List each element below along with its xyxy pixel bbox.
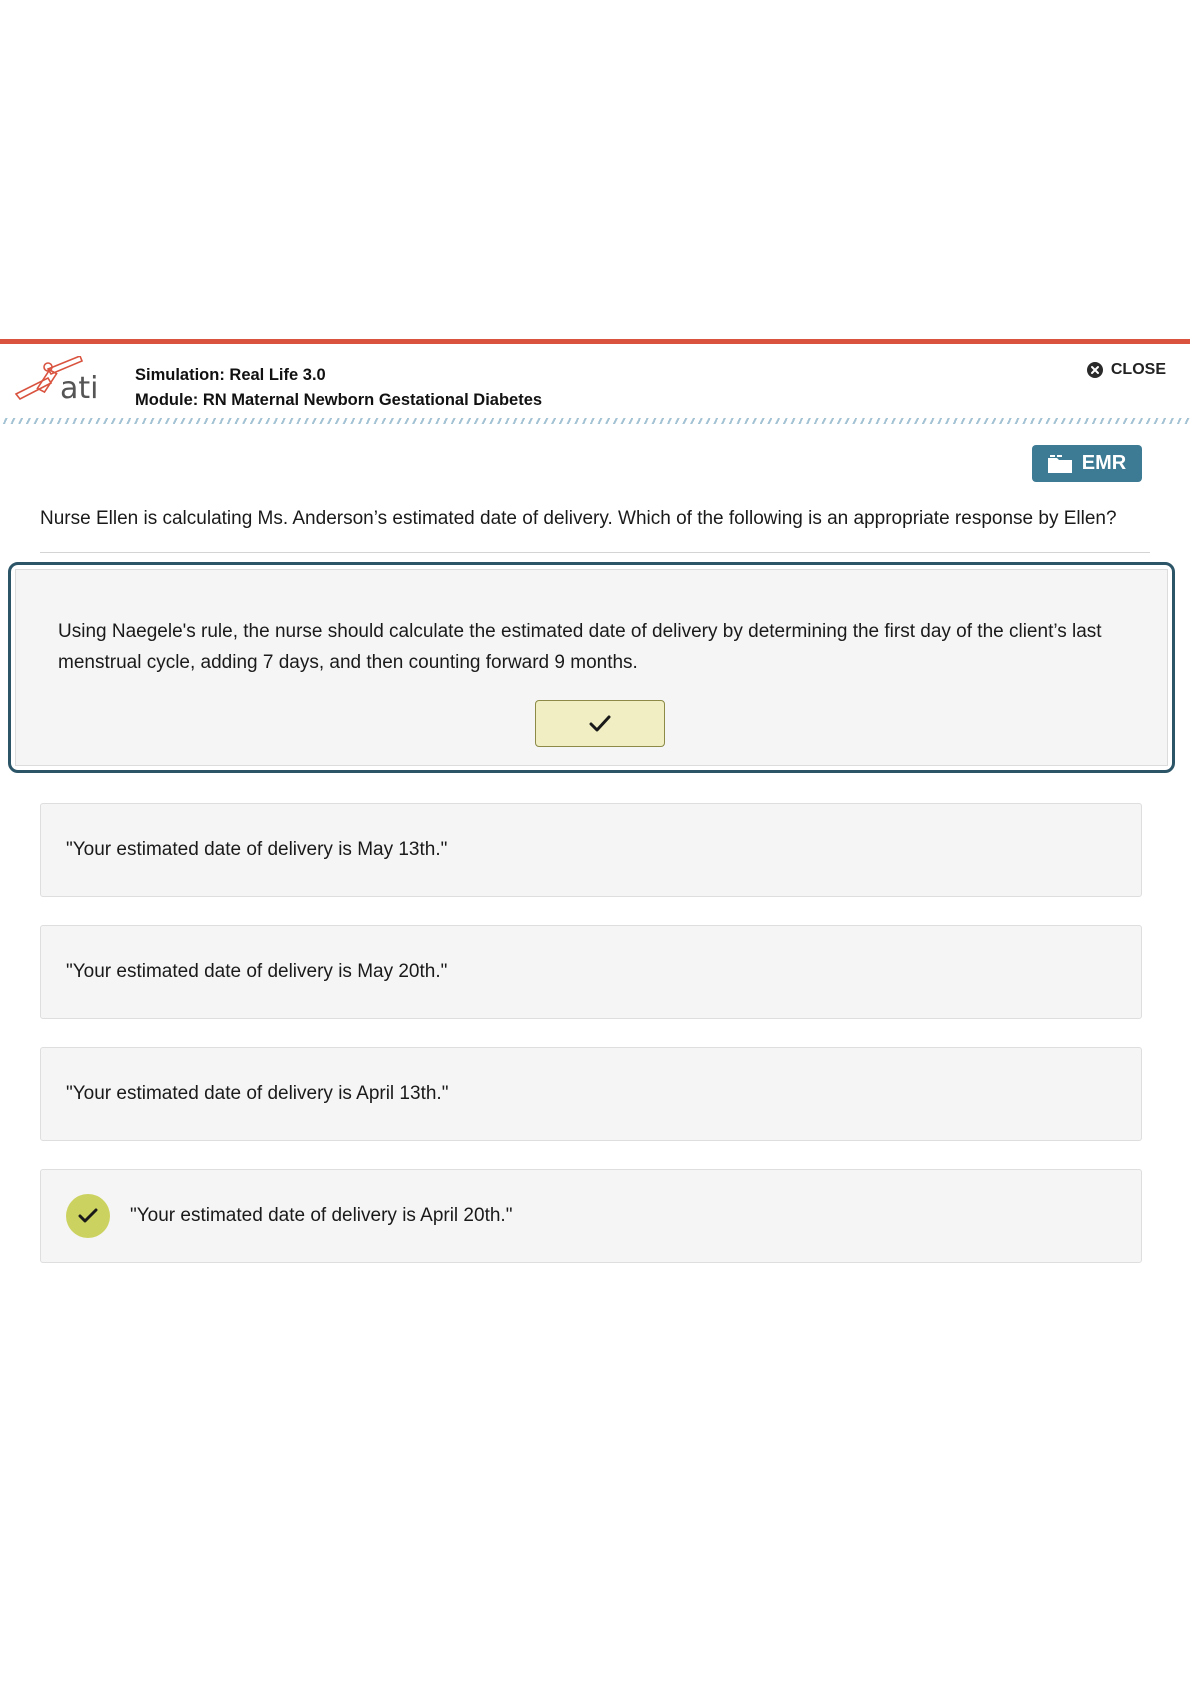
- close-label: CLOSE: [1110, 361, 1166, 378]
- folder-icon: [1048, 455, 1072, 473]
- ati-logo-text: ati: [60, 371, 99, 406]
- simulation-app: [0, 339, 1190, 1291]
- question-text: Nurse Ellen is calculating Ms. Anderson’s estimated date of delivery. Which of the following is an appropriate response by Ellen?: [40, 490, 1150, 553]
- answer-option[interactable]: [40, 1047, 1142, 1141]
- close-button[interactable]: [1087, 361, 1166, 379]
- selected-check-icon: [66, 1194, 110, 1238]
- answer-option[interactable]: [40, 803, 1142, 897]
- close-icon: [1087, 362, 1103, 378]
- emr-label: EMR: [1081, 452, 1127, 474]
- header: [0, 344, 1190, 418]
- answer-options: [40, 803, 1142, 1263]
- header-titles: [135, 363, 542, 413]
- toolbar: [0, 424, 1190, 490]
- answer-option-label: "Your estimated date of delivery is May 13th.": [66, 839, 448, 860]
- answer-option-selected[interactable]: [40, 1169, 1142, 1263]
- confirm-button[interactable]: [535, 700, 665, 747]
- answer-option-label: "Your estimated date of delivery is May 20th.": [66, 961, 448, 982]
- emr-button[interactable]: [1032, 445, 1142, 482]
- answer-option-label: "Your estimated date of delivery is April 20th.": [130, 1205, 513, 1226]
- rationale-text: Using Naegele's rule, the nurse should calculate the estimated date of delivery by determining the first day of the client’s last menstrual cycle, adding 7 days, and then counting forward 9 months.: [58, 621, 1102, 673]
- ati-logo: [14, 356, 110, 406]
- module-title: Module: RN Maternal Newborn Gestational Diabetes: [135, 391, 543, 409]
- answer-option[interactable]: [40, 925, 1142, 1019]
- rationale-panel: [8, 562, 1175, 773]
- answer-option-label: "Your estimated date of delivery is April 13th.": [66, 1083, 449, 1104]
- rationale-box: [15, 569, 1168, 766]
- checkmark-icon: [589, 715, 611, 733]
- simulation-title: Simulation: Real Life 3.0: [135, 366, 326, 384]
